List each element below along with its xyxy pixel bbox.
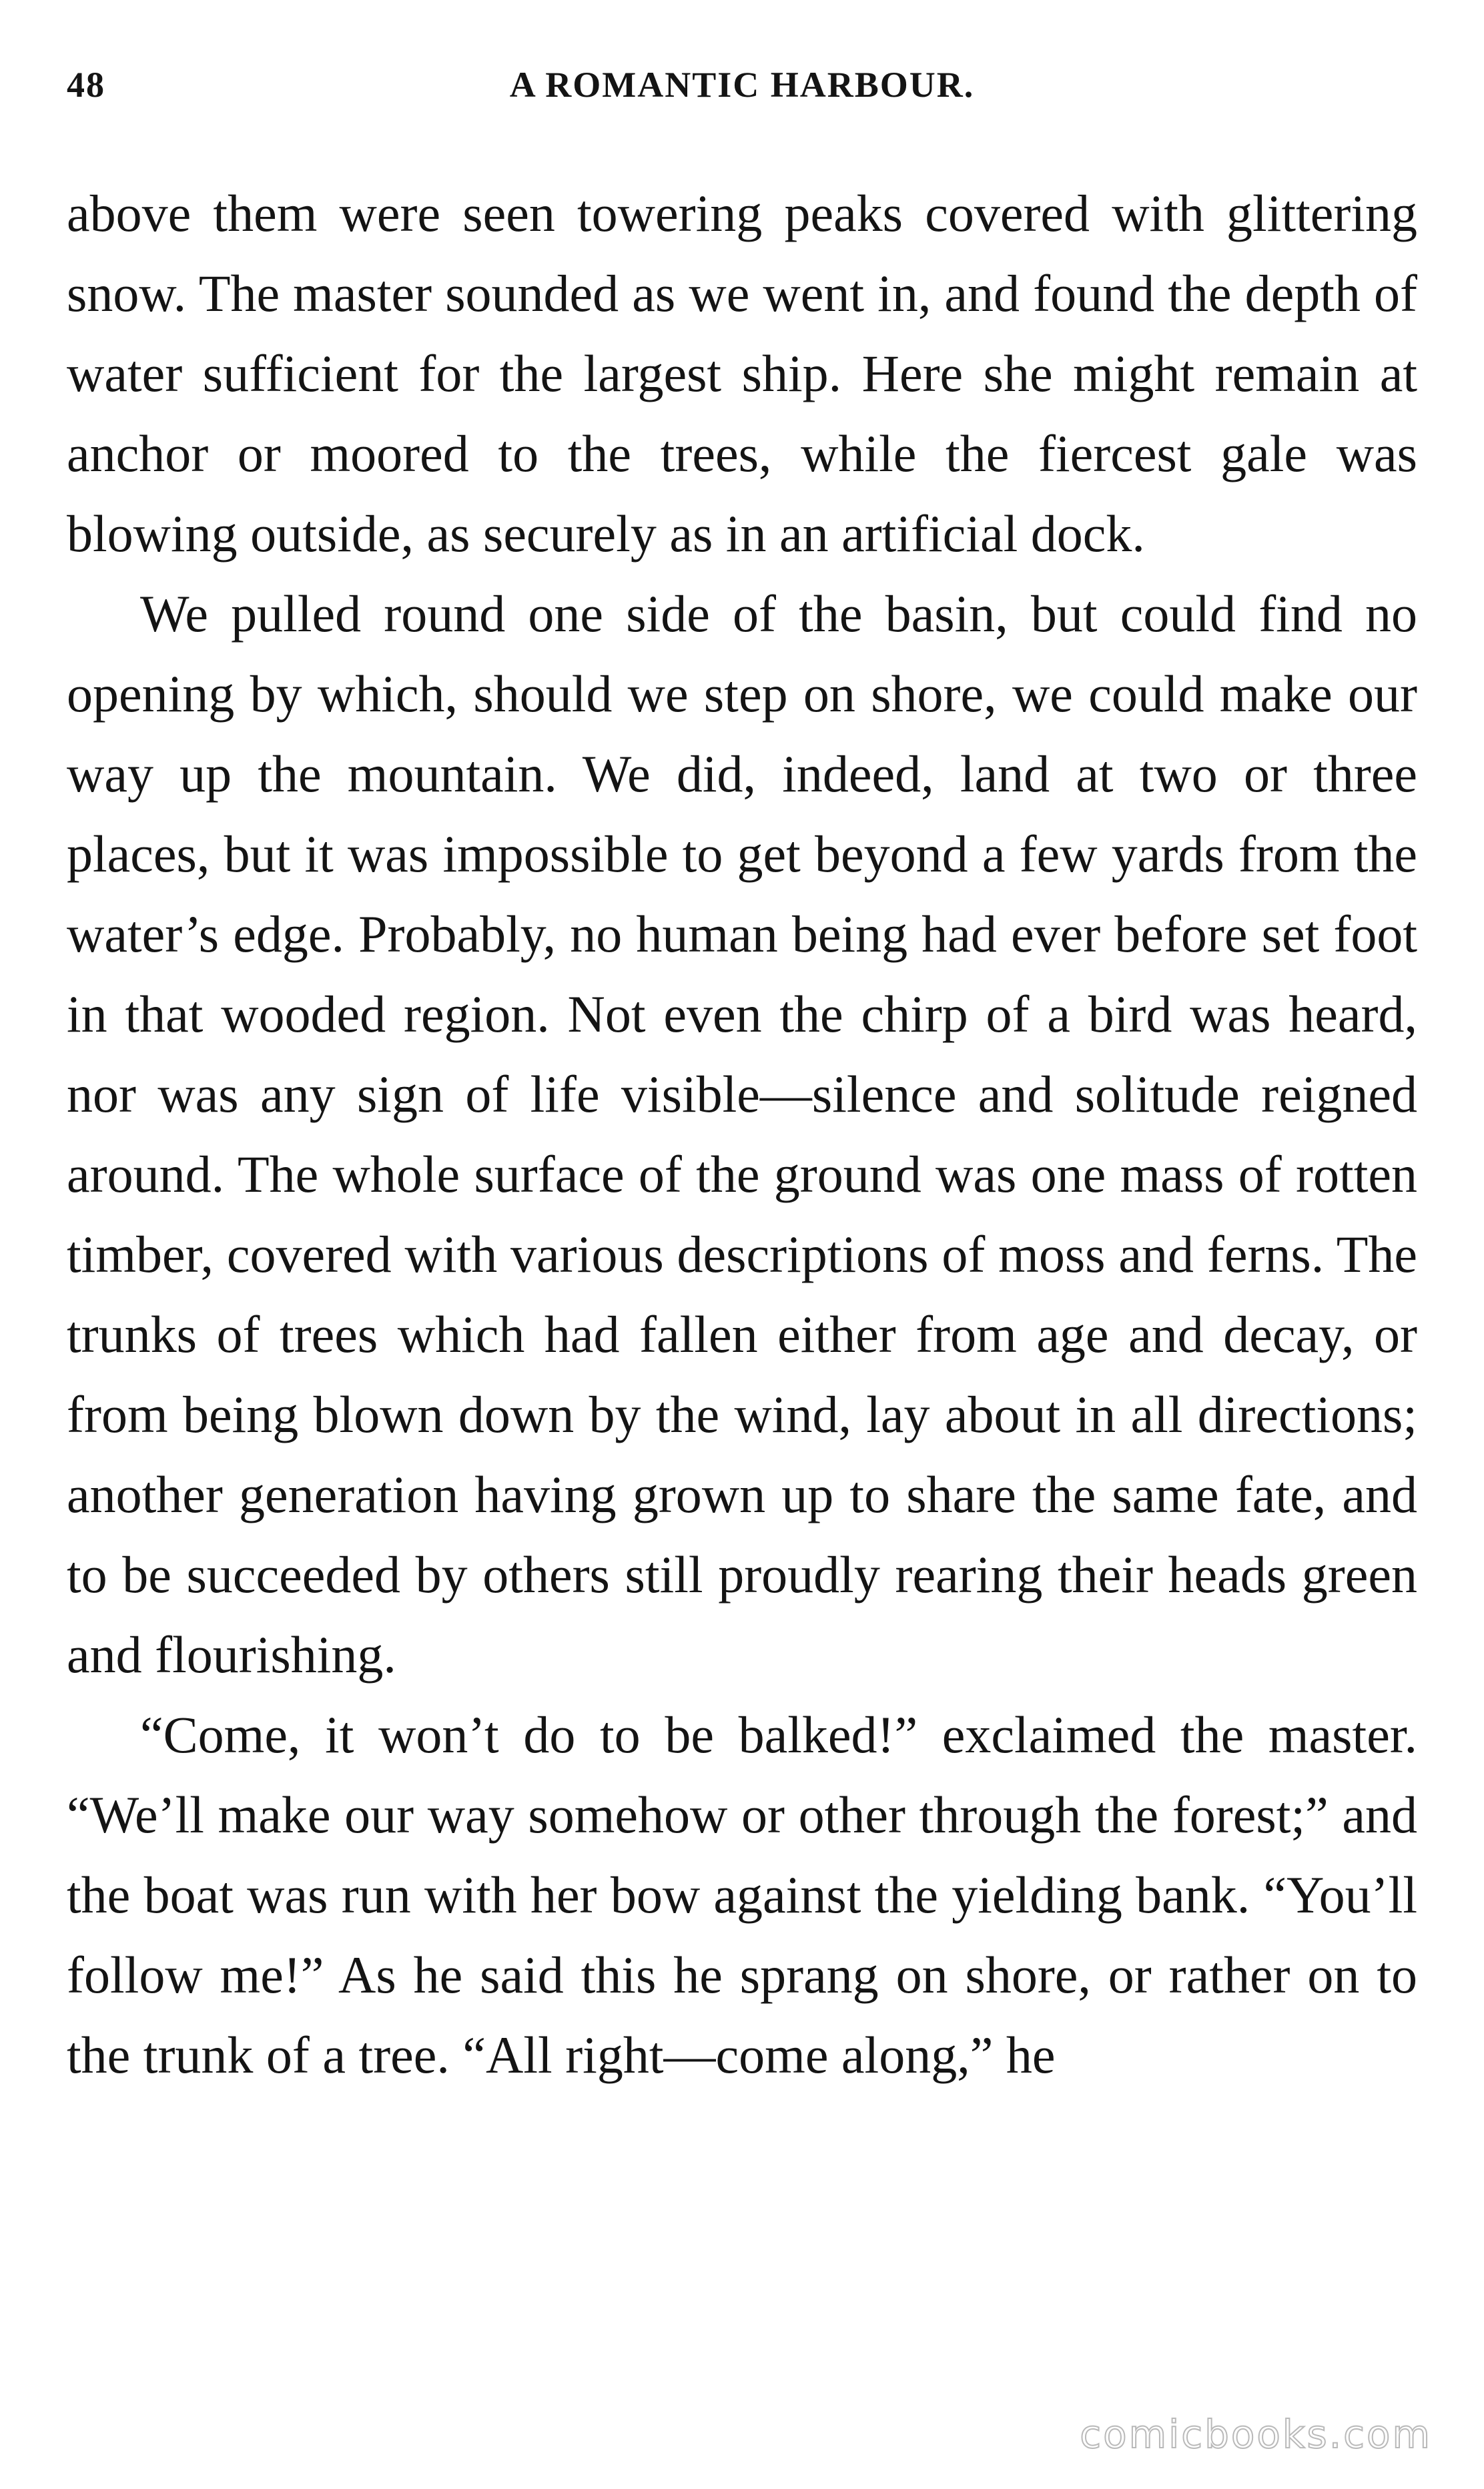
page-number: 48 bbox=[67, 65, 105, 105]
paragraph-2: We pulled round one side of the basin, but could find no opening by which, should we step on shore, we could make our way up the mountain. We did, indeed, land at two or three places, but it was impossible to get beyond a few yards from the water’s edge. Probably, no human being had ever before set foot in that wooded region. Not even the chirp of a bird was heard, nor was any sign of life visible—silence and solitude reigned around. The whole surface of the ground was one mass of rotten timber, covered with various descriptions of moss and ferns. The trunks of trees which had fallen either from age and decay, or from being blown down by the wind, lay about in all directions; another generation having grown up to share the same fate, and to be succeeded by others still proudly rearing their heads green and flourishing. bbox=[67, 585, 1417, 1684]
body-text bbox=[67, 173, 1417, 2095]
running-head bbox=[67, 64, 1417, 111]
paragraph-1: above them were seen towering peaks covered with glittering snow. The master sounded as we went in, and found the depth of water sufficient for the largest ship. Here she might remain at anchor or moored to the trees, while the fiercest gale was blowing outside, as securely as in an artificial dock. bbox=[67, 184, 1417, 563]
paragraph-3: “Come, it won’t do to be balked!” exclaimed the master. “We’ll make our way somehow or other through the forest;” and the boat was run with her bow against the yielding bank. “You’ll follow me!” As he said this he sprang on shore, or rather on to the trunk of a tree. “All right—come along,” he bbox=[67, 1706, 1417, 2084]
watermark: comicbooks.com bbox=[1080, 2412, 1432, 2457]
running-title: A ROMANTIC HARBOUR. bbox=[509, 65, 975, 105]
